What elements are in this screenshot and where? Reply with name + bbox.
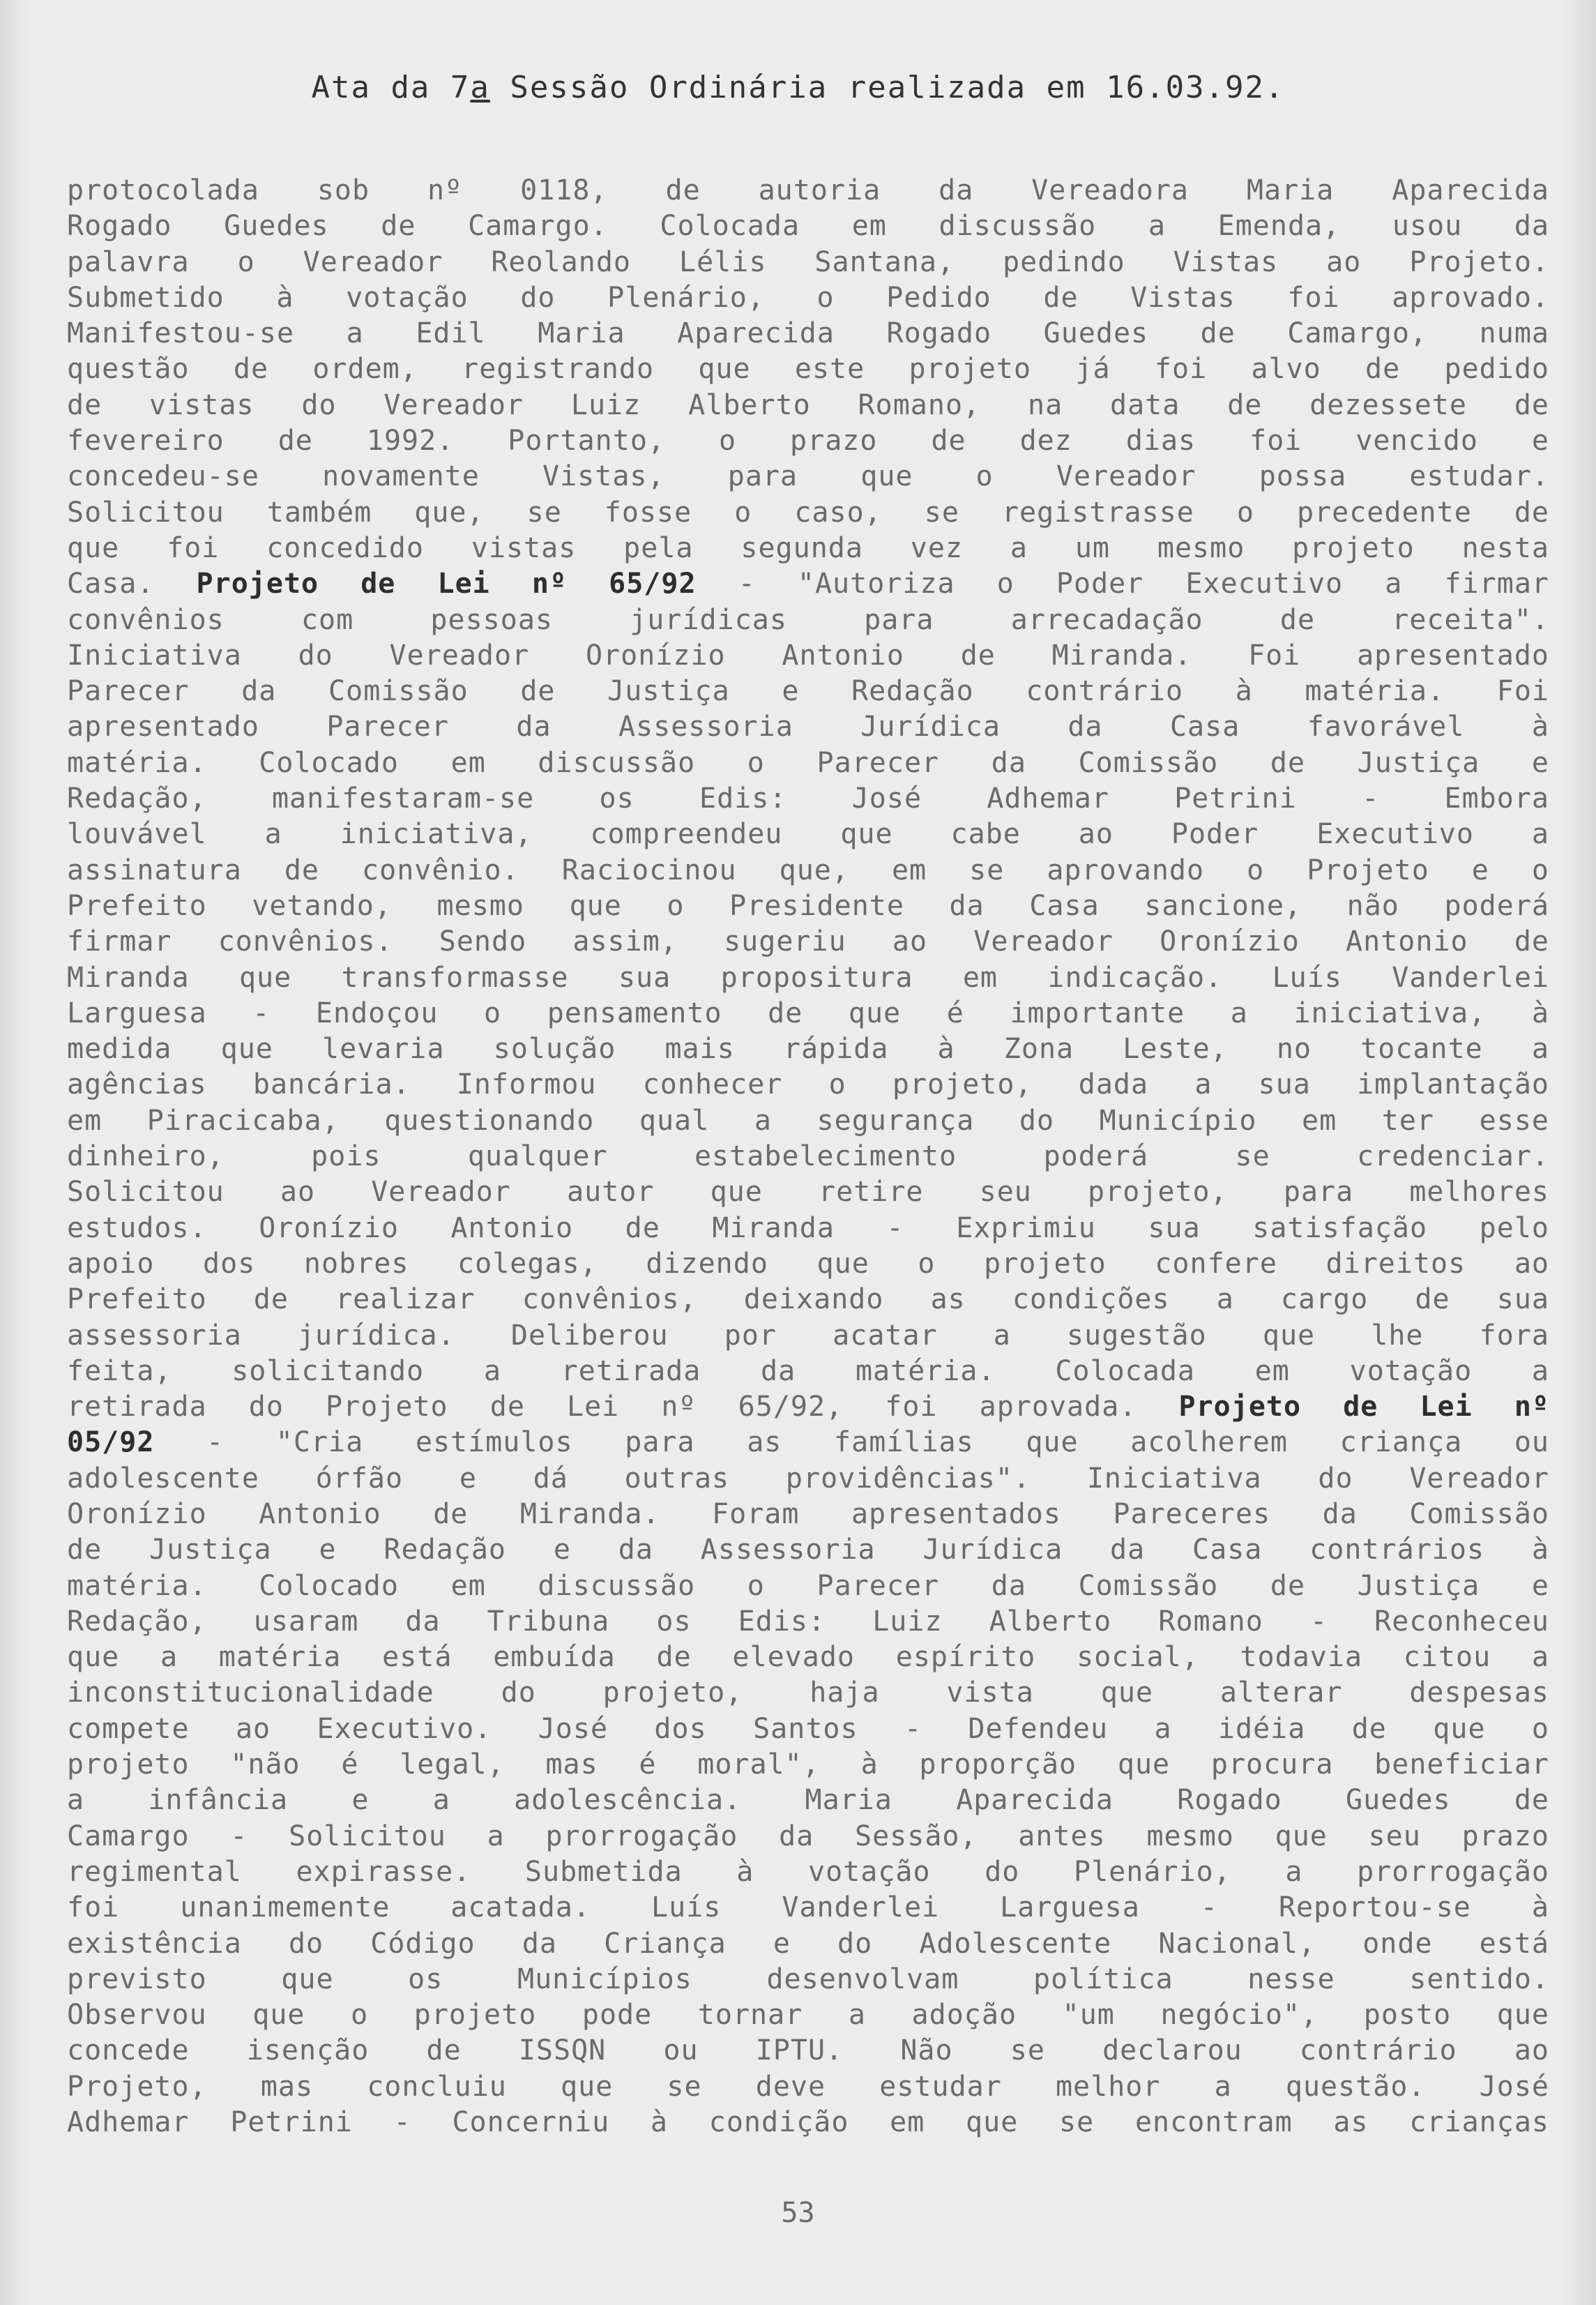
text-line: Iniciativa do Vereador Oronízio Antonio de Miranda. Foi apresentado bbox=[67, 639, 1549, 672]
text-line: assessoria jurídica. Deliberou por acatar a sugestão que lhe fora bbox=[67, 1319, 1549, 1352]
text-line: Camargo - Solicitou a prorrogação da Sessão, antes mesmo que seu prazo bbox=[67, 1820, 1549, 1852]
text-line: apresentado Parecer da Assessoria Jurídica da Casa favorável à bbox=[67, 711, 1549, 743]
text-line: Oronízio Antonio de Miranda. Foram apresentados Pareceres da Comissão bbox=[67, 1497, 1549, 1530]
text-line: Observou que o projeto pode tornar a adoção "um negócio", posto que bbox=[67, 1999, 1549, 2032]
text-line: agências bancária. Informou conhecer o projeto, dada a sua implantação bbox=[67, 1068, 1549, 1101]
text-line: concede isenção de ISSQN ou IPTU. Não se declarou contrário ao bbox=[67, 2034, 1549, 2067]
text-line: convênios com pessoas jurídicas para arrecadação de receita". bbox=[67, 603, 1549, 636]
text-line: Parecer da Comissão de Justiça e Redação contrário à matéria. Foi bbox=[67, 675, 1549, 708]
text-line: louvável a iniciativa, compreendeu que cabe ao Poder Executivo a bbox=[67, 818, 1549, 851]
text-line: que foi concedido vistas pela segunda vez a um mesmo projeto nesta bbox=[67, 531, 1549, 564]
page-number: 53 bbox=[781, 2197, 815, 2229]
header-suffix: Sessão Ordinária realizada em 16.03.92. bbox=[489, 70, 1285, 105]
text-line: Larguesa - Endoçou o pensamento de que é importante a iniciativa, à bbox=[67, 997, 1549, 1029]
text-line: a infância e a adolescência. Maria Aparecida Rogado Guedes de bbox=[67, 1784, 1549, 1817]
text-line: compete ao Executivo. José dos Santos - Defendeu a idéia de que o bbox=[67, 1712, 1549, 1745]
bill-title-65-92: Projeto de Lei nº 65/92 bbox=[196, 568, 697, 600]
text-line: que a matéria está embuída de elevado espírito social, todavia citou a bbox=[67, 1641, 1549, 1674]
text-line: em Piracicaba, questionando qual a segurança do Município em ter esse bbox=[67, 1104, 1549, 1137]
text-line: apoio dos nobres colegas, dizendo que o projeto confere direitos ao bbox=[67, 1247, 1549, 1280]
text-line: dinheiro, pois qualquer estabelecimento poderá se credenciar. bbox=[67, 1140, 1549, 1173]
text-line: adolescente órfão e dá outras providências". Iniciativa do Vereador bbox=[67, 1462, 1549, 1495]
text-line: fevereiro de 1992. Portanto, o prazo de dez dias foi vencido e bbox=[67, 425, 1549, 458]
text-line: Miranda que transformasse sua propositura em indicação. Luís Vanderlei bbox=[67, 961, 1549, 994]
text-line: protocolada sob nº 0118, de autoria da Vereadora Maria Aparecida bbox=[67, 174, 1549, 206]
text-line: Solicitou ao Vereador autor que retire seu projeto, para melhores bbox=[67, 1176, 1549, 1209]
text-line: Projeto, mas concluiu que se deve estudar melhor a questão. José bbox=[67, 2070, 1549, 2103]
text-line: concedeu-se novamente Vistas, para que o Vereador possa estudar. bbox=[67, 460, 1549, 493]
text-line: matéria. Colocado em discussão o Parecer da Comissão de Justiça e bbox=[67, 1569, 1549, 1602]
text-line: de Justiça e Redação e da Assessoria Jurídica da Casa contrários à bbox=[67, 1534, 1549, 1566]
text-line: foi unanimemente acatada. Luís Vanderlei Larguesa - Reportou-se à bbox=[67, 1891, 1549, 1924]
text-line-bill-65-92 bbox=[67, 566, 1549, 602]
text-line: de vistas do Vereador Luiz Alberto Romano, na data de dezessete de bbox=[67, 388, 1549, 421]
text-line: Prefeito vetando, mesmo que o Presidente da Casa sancione, não poderá bbox=[67, 889, 1549, 922]
line-text: - "Cria estímulos para as famílias que acolherem criança ou bbox=[154, 1426, 1549, 1459]
text-line: regimental expirasse. Submetida à votação do Plenário, a prorrogação bbox=[67, 1855, 1549, 1888]
text-line: Rogado Guedes de Camargo. Colocada em discussão a Emenda, usou da bbox=[67, 210, 1549, 243]
text-line: questão de ordem, registrando que este projeto já foi alvo de pedido bbox=[67, 353, 1549, 386]
bill-title-05-92: Projeto de Lei nº bbox=[1178, 1391, 1549, 1423]
text-line: matéria. Colocado em discussão o Parecer da Comissão de Justiça e bbox=[67, 746, 1549, 779]
text-line: estudos. Oronízio Antonio de Miranda - Exprimiu sua satisfação pelo bbox=[67, 1211, 1549, 1244]
text-line: Adhemar Petrini - Concerniu à condição em que se encontram as crianças bbox=[67, 2106, 1549, 2139]
header-prefix: Ata da 7 bbox=[311, 70, 471, 105]
text-line: Redação, usaram da Tribuna os Edis: Luiz Alberto Romano - Reconheceu bbox=[67, 1605, 1549, 1638]
text-line-bill-05-92-start bbox=[67, 1389, 1549, 1425]
text-line: firmar convênios. Sendo assim, sugeriu ao Vereador Oronízio Antonio de bbox=[67, 925, 1549, 958]
text-line: existência do Código da Criança e do Adolescente Nacional, onde está bbox=[67, 1927, 1549, 1960]
page-header bbox=[0, 70, 1596, 105]
bill-number-05-92: 05/92 bbox=[67, 1426, 155, 1459]
line-text: Casa. bbox=[67, 568, 197, 600]
text-line: Solicitou também que, se fosse o caso, se registrasse o precedente de bbox=[67, 496, 1549, 529]
text-line: feita, solicitando a retirada da matéria. Colocada em votação a bbox=[67, 1354, 1549, 1387]
text-line: Submetido à votação do Plenário, o Pedido de Vistas foi aprovado. bbox=[67, 281, 1549, 314]
text-line: Redação, manifestaram-se os Edis: José Adhemar Petrini - Embora bbox=[67, 783, 1549, 815]
text-line: assinatura de convênio. Raciocinou que, em se aprovando o Projeto e o bbox=[67, 854, 1549, 886]
text-line: Prefeito de realizar convênios, deixando as condições a cargo de sua bbox=[67, 1283, 1549, 1316]
text-line: previsto que os Municípios desenvolvam política nesse sentido. bbox=[67, 1963, 1549, 1995]
text-line-bill-05-92 bbox=[67, 1425, 1549, 1460]
line-text: retirada do Projeto de Lei nº 65/92, foi aprovada. bbox=[67, 1391, 1179, 1423]
line-text: - "Autoriza o Poder Executivo a firmar bbox=[696, 568, 1549, 600]
text-line: palavra o Vereador Reolando Lélis Santana, pedindo Vistas ao Projeto. bbox=[67, 245, 1549, 278]
header-ordinal: a bbox=[470, 70, 490, 105]
text-line: medida que levaria solução mais rápida à Zona Leste, no tocante a bbox=[67, 1033, 1549, 1066]
document-body bbox=[67, 173, 1549, 2140]
text-line: Manifestou-se a Edil Maria Aparecida Rogado Guedes de Camargo, numa bbox=[67, 317, 1549, 350]
text-line: projeto "não é legal, mas é moral", à proporção que procura beneficiar bbox=[67, 1748, 1549, 1781]
text-line: inconstitucionalidade do projeto, haja vista que alterar despesas bbox=[67, 1677, 1549, 1709]
